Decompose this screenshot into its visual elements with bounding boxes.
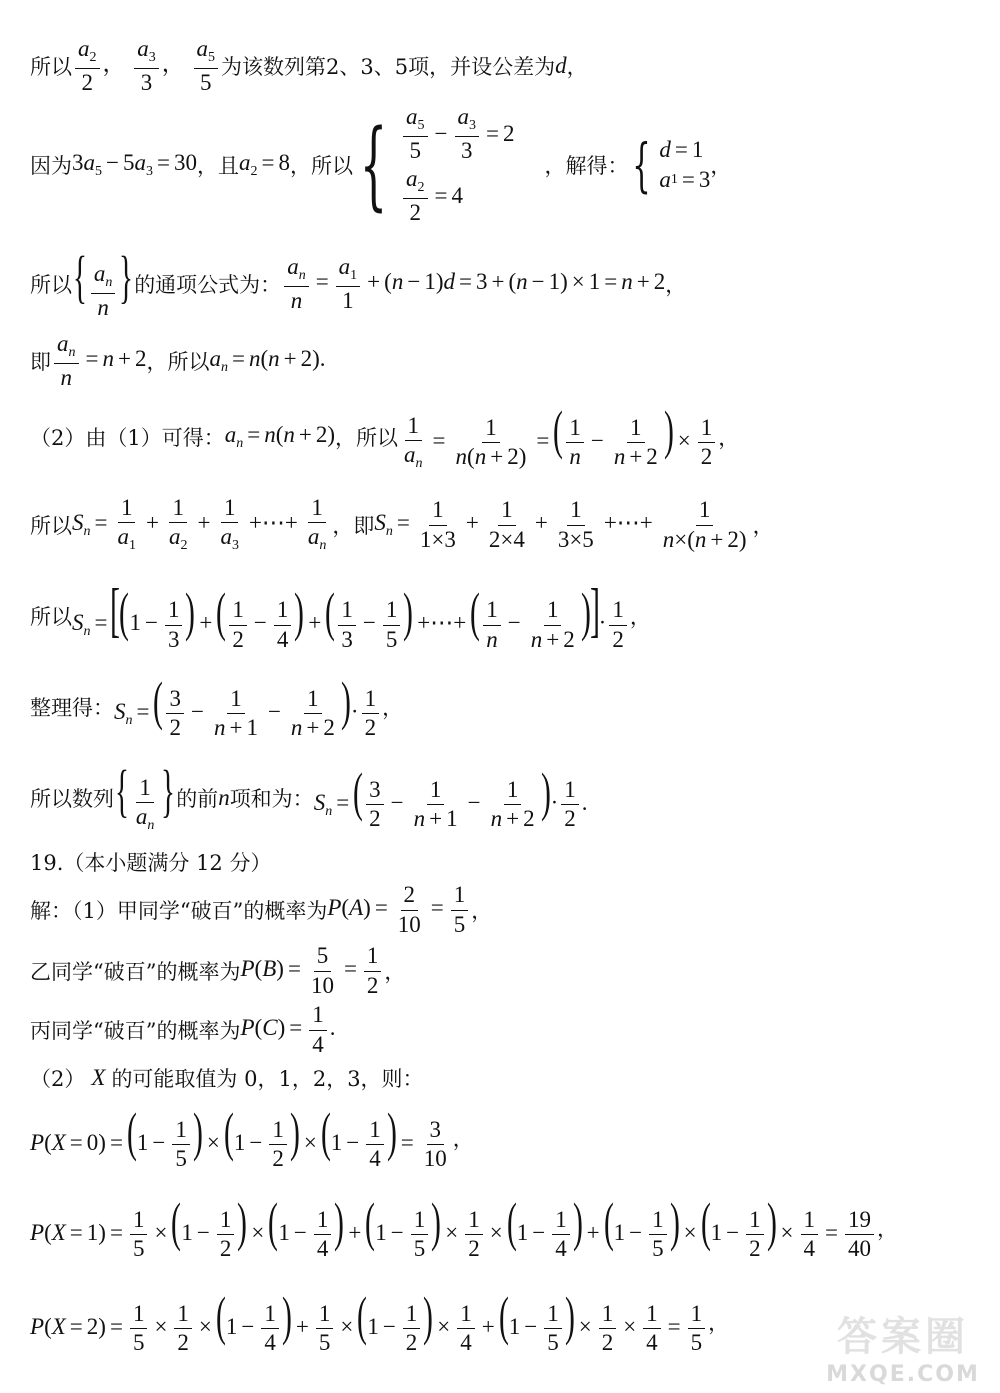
text: 的前 [176,787,219,811]
text: ，所以 [289,154,353,178]
text: 所以 [30,605,72,629]
line-prob-a: 解：（1）甲同学“破百”的概率为 P(A) = $\frac{2}{10}$ = $\frac{1}{5}$ ， [30,882,493,937]
line-prob-c: 丙同学“破百”的概率为 P(C) = $\frac{1}{4}$ . [30,1002,336,1057]
text: （2） [30,1067,86,1091]
fraction: $\frac{a_5}{5}$ [194,37,219,95]
text: 项和为： [229,787,314,811]
text: 所以 [30,514,72,538]
left-brace: { [631,131,651,199]
line-px1: P(X = 1) = $\frac{1}{5}$ ×(1 − $\frac{1}{2}$ ) ×(1 − $\frac{1}{4}$ ) +(1 − $\frac{1}{5}$ ) × $\frac{1}{2}$ ×(1 − $\frac{1}{4}$ ) +(1 − $\frac{1}{5}$ ) ×(1 − $\frac{1}{2}$ ) × $\frac{1}{4}$ = $\frac{19}{40}$ ， [30,1191,899,1262]
line-conclusion: 所以数列 { $\frac{1}{a_n}$ } 的前 n 项和为： $S_n$ =( $\frac{3}{2}$ − $\frac{1}{n + 1}$ − $\frac{1}{n + 2}$ )· $\frac{1}{2}$ . [30,758,588,834]
line-sum-def: 所以 $S_n$ = $\frac{1}{a_1}$ + $\frac{1}{a_2}$ + $\frac{1}{a_3}$ +⋯+ $\frac{1}{a_n}$ ，即 $S_n$ = $\frac{1}{1\times 3}$ + $\frac{1}{2\times 4}$ + $\frac{1}{3\times 5}$ +⋯+ $\frac{1}{n\times(n + 2)}$ ， [30,495,774,554]
line-part2-x: （2） X 的可能取值为 0，1，2，3，则： [30,1065,424,1091]
text: 的通项公式为： [134,273,282,297]
line-simplified: 整理得： $S_n$ =( $\frac{3}{2}$ − $\frac{1}{n + 1}$ − $\frac{1}{n + 2}$ )· $\frac{1}{2}$ ， [30,670,404,741]
line-system: 因为 $3a_5 - 5a_3 = 30$ ，且 $a_2 = 8$ ，所以 { $\frac{a_5}{5}$ − $\frac{a_3}{3}$ = 2 $\frac{a_2}{2}$ = 4 ，解得： { d = 1 a 1 = 3 ， [30,104,732,225]
fraction: $\frac{a_3}{3}$ [134,37,159,95]
question-19-title [30,848,980,876]
line-px0: P(X = 0) =(1 − $\frac{1}{5}$ ) ×(1 − $\frac{1}{2}$ ) ×(1 − $\frac{1}{4}$ ) = $\frac{3}{10}$ ， [30,1101,474,1172]
text: 所以 [30,273,72,297]
line-prob-b: 乙同学“破百”的概率为 P(B) = $\frac{5}{10}$ = $\frac{1}{2}$ ， [30,943,406,998]
text: 丙同学“破百”的概率为 [30,1019,241,1043]
equation-system: $\frac{a_5}{5}$ − $\frac{a_3}{3}$ = 2 $\frac{a_2}{2}$ = 4 [400,105,514,225]
watermark-logo-text: 答案圈 [837,1314,969,1360]
watermark [818,1305,988,1385]
text: 所以 [30,55,72,79]
fraction: $\frac{a_2}{2}$ [75,37,100,95]
text: 即 [30,350,51,374]
line-terms: 所以 $\frac{a_2}{2}$ ， $\frac{a_3}{3}$ ， $\frac{a_5}{5}$ 为该数列第2、3、5项，并设公差为 d ， [30,36,588,95]
text: 整理得： [30,696,114,720]
text: 的可能取值为 0，1，2，3，则： [111,1067,424,1091]
text: 为该数列第2、3、5项，并设公差为 [221,55,556,79]
line-general-term: 所以 { $\frac{a_n}{n}$ } 的通项公式为： $\frac{a_n}{n}$ = $\frac{a_1}{1}$ + (n − 1)d = 3 + (n − 1) × 1 = n + 2 ， [30,244,687,320]
text: （2）由（1）可得： [30,426,225,450]
text: 19.（本小题满分 12 分） [30,851,272,875]
text: ，所以 [146,350,210,374]
solution-system: d = 1 a 1 = 3 [659,137,711,192]
text: ，解得： [544,154,629,178]
line-part2-reciprocal: （2）由（1）可得： $a_n = n(n + 2)$ ，所以 $\frac{1}{a_n}$ = $\frac{1}{n(n + 2)}$ =( $\frac{1}{n}$ − $\frac{1}{n + 2}$ ) × $\frac{1}{2}$ ， [30,399,740,471]
text: 解：（1）甲同学“破百”的概率为 [30,899,328,923]
line-an: 即 $\frac{a_n}{n}$ = n + 2 ，所以 $a_n = n(n + 2)$. [30,331,326,390]
line-telescoping: 所以 $S_n =[(1$ − $\frac{1}{3}$ ) +( $\frac{1}{2}$ − $\frac{1}{4}$ ) +( $\frac{1}{3}$ − $\frac{1}{5}$ ) +⋯+( $\frac{1}{n}$ − $\frac{1}{n + 2}$ )]· $\frac{1}{2}$ ， [30,577,651,652]
text: 乙同学“破百”的概率为 [30,960,241,984]
text: ，即 [332,514,375,538]
left-brace: { [359,109,388,221]
text: ，且 [196,154,239,178]
watermark-url: MXQE.COM [826,1362,980,1387]
line-px2: P(X = 2) = $\frac{1}{5}$ × $\frac{1}{2}$ ×(1 − $\frac{1}{4}$ ) + $\frac{1}{5}$ ×(1 − $\frac{1}{2}$ ) × $\frac{1}{4}$ +(1 − $\frac{1}{5}$ ) × $\frac{1}{2}$ × $\frac{1}{4}$ = $\frac{1}{5}$ ， [30,1285,730,1356]
text: ，所以 [335,426,399,450]
text: 所以数列 [30,787,114,811]
text: 因为 [30,154,72,178]
